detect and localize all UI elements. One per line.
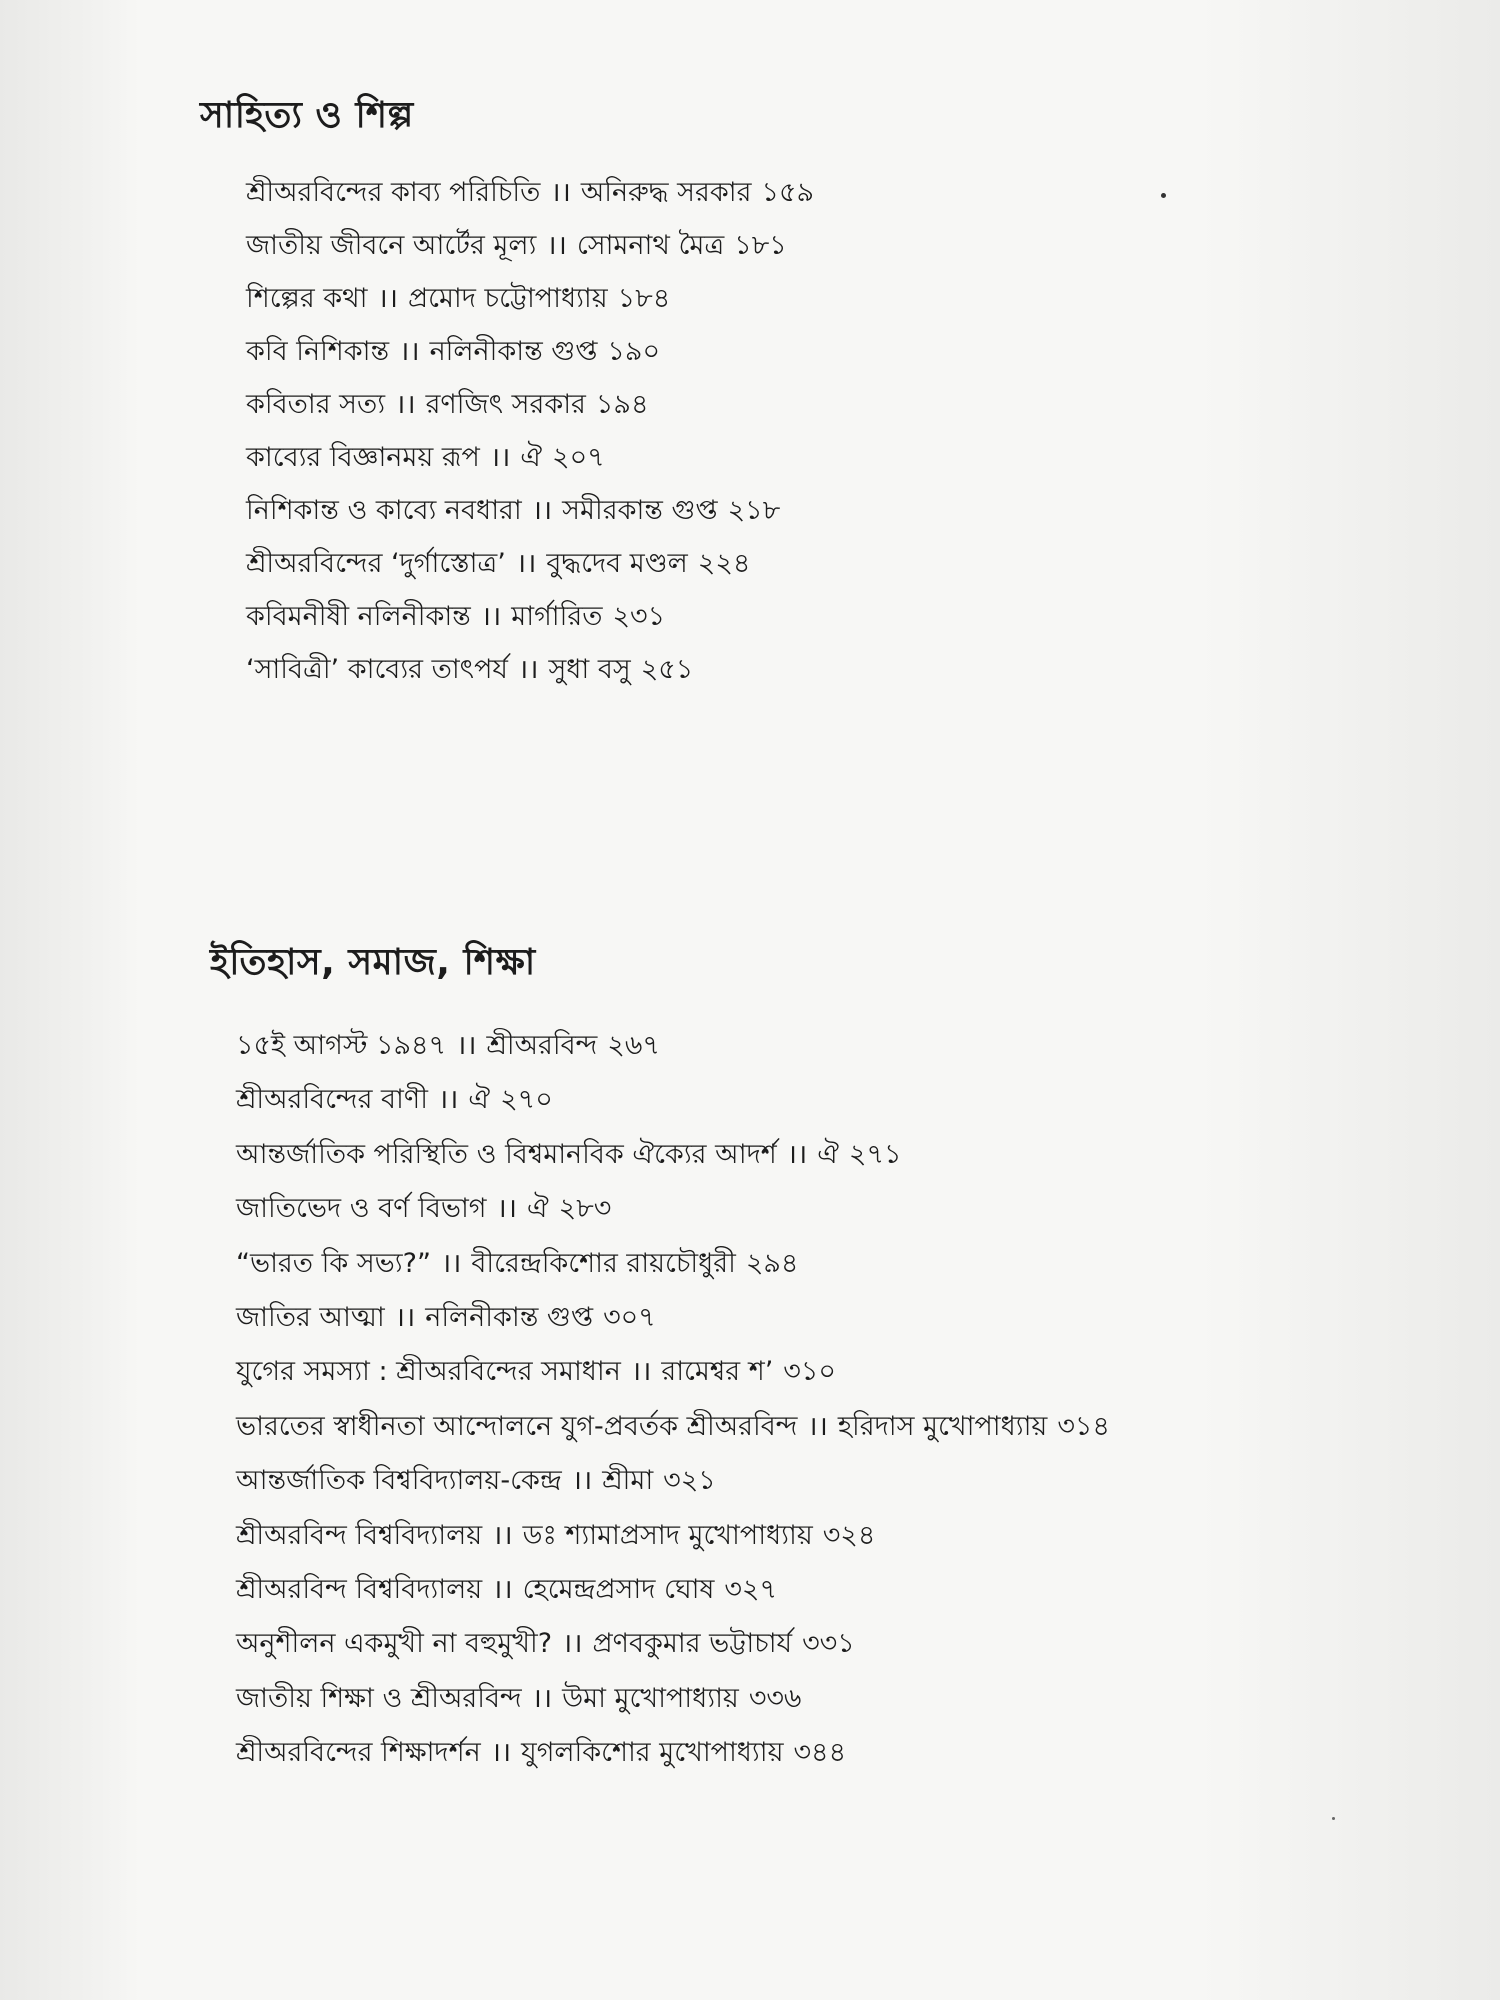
toc-entry xyxy=(246,175,814,211)
toc-entry xyxy=(236,1246,1110,1282)
entry-author: বুদ্ধদেব মণ্ডল xyxy=(546,548,688,579)
entry-page-number: ২৬৭ xyxy=(607,1030,660,1061)
toc-entry xyxy=(236,1518,1110,1554)
ink-speck xyxy=(1161,193,1166,198)
toc-entry xyxy=(236,1681,1110,1717)
entry-title: নিশিকান্ত ও কাব্যে নবধারা xyxy=(246,495,522,526)
toc-entry xyxy=(236,1191,1110,1227)
entry-separator: ।। xyxy=(480,601,502,632)
entry-separator: ।। xyxy=(531,495,553,526)
entry-author: সুধা বসু xyxy=(548,654,631,685)
entry-page-number: ২৯৪ xyxy=(745,1247,799,1279)
entry-separator: ।। xyxy=(550,177,571,208)
entry-separator: ।। xyxy=(786,1138,808,1170)
toc-entry xyxy=(246,546,814,582)
entry-separator: ।। xyxy=(394,1301,416,1333)
entry-separator: ।। xyxy=(456,1030,477,1061)
toc-entry xyxy=(246,228,814,264)
entry-author: নলিনীকান্ত গুপ্ত xyxy=(429,336,598,367)
toc-entry xyxy=(246,281,814,317)
entry-page-number: ৩২৭ xyxy=(724,1573,778,1605)
toc-entry xyxy=(236,1300,1110,1336)
entry-separator: ।। xyxy=(515,548,537,579)
entry-separator: ।। xyxy=(377,283,398,314)
entry-title: জাতির আত্মা xyxy=(236,1301,385,1333)
entry-separator: ।। xyxy=(440,1247,462,1279)
entry-page-number: ১৯০ xyxy=(607,336,661,367)
section-entries-history-society-education xyxy=(236,1028,1110,1789)
entry-separator: ।। xyxy=(518,654,539,685)
entry-author: যুগলকিশোর মুখোপাধ্যায় xyxy=(521,1737,784,1769)
toc-entry xyxy=(236,1572,1110,1608)
show-through-shadow xyxy=(1200,0,1500,2000)
entry-title: ‘সাবিত্রী’ কাব্যের তাৎপর্য xyxy=(246,654,508,685)
entry-title: শ্রীঅরবিন্দের বাণী xyxy=(236,1084,428,1116)
entry-author: ঐ xyxy=(520,442,543,473)
entry-page-number: ৩৩৬ xyxy=(748,1682,802,1714)
entry-author: ঐ xyxy=(526,1193,549,1225)
entry-page-number: ৩৪৪ xyxy=(793,1737,847,1769)
entry-page-number: ২২৪ xyxy=(697,548,751,579)
entry-separator: ।। xyxy=(395,389,416,420)
entry-page-number: ১৫৯ xyxy=(761,177,814,208)
entry-title: শ্রীঅরবিন্দের ‘দুর্গাস্তোত্র’ xyxy=(246,548,506,579)
entry-author: ডঃ শ্যামাপ্রসাদ মুখোপাধ্যায় xyxy=(522,1519,813,1551)
entry-title: জাতিভেদ ও বর্ণ বিভাগ xyxy=(236,1193,487,1225)
entry-author: প্রণবকুমার ভট্টাচার্য xyxy=(592,1628,793,1660)
entry-title: শ্রীঅরবিন্দ বিশ্ববিদ্যালয় xyxy=(236,1573,483,1605)
entry-author: প্রমোদ চট্টোপাধ্যায় xyxy=(407,283,608,314)
entry-page-number: ৩২১ xyxy=(663,1465,716,1497)
entry-author: সমীরকান্ত গুপ্ত xyxy=(562,495,718,526)
entry-separator: ।। xyxy=(571,1465,593,1497)
entry-page-number: ২৭০ xyxy=(500,1084,553,1116)
entry-title: জাতীয় জীবনে আর্টের মূল্য xyxy=(246,230,537,261)
entry-author: হরিদাস মুখোপাধ্যায় xyxy=(837,1410,1048,1442)
entry-title: শ্রীঅরবিন্দের শিক্ষাদর্শন xyxy=(236,1737,481,1769)
entry-title: কাব্যের বিজ্ঞানময় রূপ xyxy=(246,442,480,473)
entry-title: আন্তর্জাতিক পরিস্থিতি ও বিশ্বমানবিক ঐক্যের আদর্শ xyxy=(236,1138,777,1170)
entry-title: শ্রীঅরবিন্দ বিশ্ববিদ্যালয় xyxy=(236,1519,483,1551)
entry-title: কবি নিশিকান্ত xyxy=(246,336,390,367)
entry-separator: ।। xyxy=(807,1410,828,1442)
entry-separator: ।। xyxy=(490,1737,512,1769)
binding-shadow xyxy=(0,0,140,2000)
entry-title: শ্রীঅরবিন্দের কাব্য পরিচিতি xyxy=(246,177,541,208)
entry-title: কবিমনীষী নলিনীকান্ত xyxy=(246,601,471,632)
entry-author: রণজিৎ সরকার xyxy=(425,389,586,420)
entry-separator: ।। xyxy=(496,1193,517,1225)
entry-author: হেমেন্দ্রপ্রসাদ ঘোষ xyxy=(522,1573,715,1605)
entry-title: অনুশীলন একমুখী না বহুমুখী? xyxy=(236,1628,553,1660)
section-title-literature-art: সাহিত্য ও শিল্প xyxy=(200,95,414,136)
entry-author: রামেশ্বর শ’ xyxy=(661,1356,774,1388)
toc-entry xyxy=(246,599,814,635)
toc-entry xyxy=(236,1137,1110,1173)
entry-separator: ।। xyxy=(437,1084,459,1116)
entry-title: কবিতার সত্য xyxy=(246,389,386,420)
entry-separator: ।। xyxy=(492,1573,513,1605)
toc-entry xyxy=(236,1463,1110,1499)
toc-entry xyxy=(246,387,814,423)
toc-entry xyxy=(236,1354,1110,1390)
entry-author: নলিনীকান্ত গুপ্ত xyxy=(425,1301,594,1333)
entry-page-number: ১৮৪ xyxy=(617,283,671,314)
entry-page-number: ৩৩১ xyxy=(802,1628,855,1660)
ink-speck xyxy=(1332,1817,1335,1820)
entry-page-number: ২৩১ xyxy=(612,601,666,632)
toc-entry xyxy=(236,1735,1110,1771)
toc-entry xyxy=(246,440,814,476)
entry-separator: ।। xyxy=(531,1682,553,1714)
section-entries-literature-art xyxy=(246,175,814,705)
entry-title: ভারতের স্বাধীনতা আন্দোলনে যুগ-প্রবর্তক শ্রীঅরবিন্দ xyxy=(236,1410,798,1442)
entry-author: ঐ xyxy=(468,1084,491,1116)
entry-page-number: ৩০৭ xyxy=(603,1301,656,1333)
entry-separator: ।। xyxy=(630,1356,652,1388)
entry-title: যুগের সমস্যা : শ্রীঅরবিন্দের সমাধান xyxy=(236,1356,621,1388)
section-title-history-society-education: ইতিহাস, সমাজ, শিক্ষা xyxy=(210,942,536,983)
entry-page-number: ২৫১ xyxy=(640,654,694,685)
entry-author: অনিরুদ্ধ সরকার xyxy=(580,177,752,208)
entry-separator: ।। xyxy=(562,1628,583,1660)
toc-entry xyxy=(246,493,814,529)
entry-title: শিল্পের কথা xyxy=(246,283,368,314)
entry-title: ১৫ই আগস্ট ১৯৪৭ xyxy=(236,1030,447,1061)
entry-separator: ।। xyxy=(492,1519,513,1551)
entry-page-number: ৩১৪ xyxy=(1057,1410,1110,1442)
entry-page-number: ২৭১ xyxy=(848,1138,902,1170)
entry-page-number: ২১৮ xyxy=(727,495,781,526)
entry-author: শ্রীঅরবিন্দ xyxy=(486,1030,598,1061)
entry-page-number: ৩১০ xyxy=(783,1356,836,1388)
entry-author: ঐ xyxy=(817,1138,839,1170)
entry-author: বীরেন্দ্রকিশোর রায়চৌধুরী xyxy=(471,1247,736,1279)
entry-page-number: ৩২৪ xyxy=(822,1519,876,1551)
entry-separator: ।। xyxy=(546,230,567,261)
toc-entry xyxy=(246,652,814,688)
entry-title: “ভারত কি সভ্য?” xyxy=(236,1247,431,1279)
entry-title: জাতীয় শিক্ষা ও শ্রীঅরবিন্দ xyxy=(236,1682,522,1714)
entry-page-number: ২৮৩ xyxy=(558,1193,612,1225)
entry-author: সোমনাথ মৈত্র xyxy=(576,230,725,261)
toc-entry xyxy=(236,1409,1110,1445)
entry-author: উমা মুখোপাধ্যায় xyxy=(562,1682,739,1714)
entry-separator: ।। xyxy=(489,442,511,473)
entry-page-number: ১৮১ xyxy=(734,230,787,261)
entry-author: মার্গারিত xyxy=(511,601,603,632)
toc-entry xyxy=(236,1626,1110,1662)
toc-entry xyxy=(236,1028,1110,1064)
entry-page-number: ১৯৪ xyxy=(595,389,649,420)
entry-title: আন্তর্জাতিক বিশ্ববিদ্যালয়-কেন্দ্র xyxy=(236,1465,562,1497)
toc-entry xyxy=(236,1082,1110,1118)
entry-page-number: ২০৭ xyxy=(552,442,605,473)
entry-author: শ্রীমা xyxy=(602,1465,654,1497)
entry-separator: ।। xyxy=(399,336,420,367)
toc-entry xyxy=(246,334,814,370)
